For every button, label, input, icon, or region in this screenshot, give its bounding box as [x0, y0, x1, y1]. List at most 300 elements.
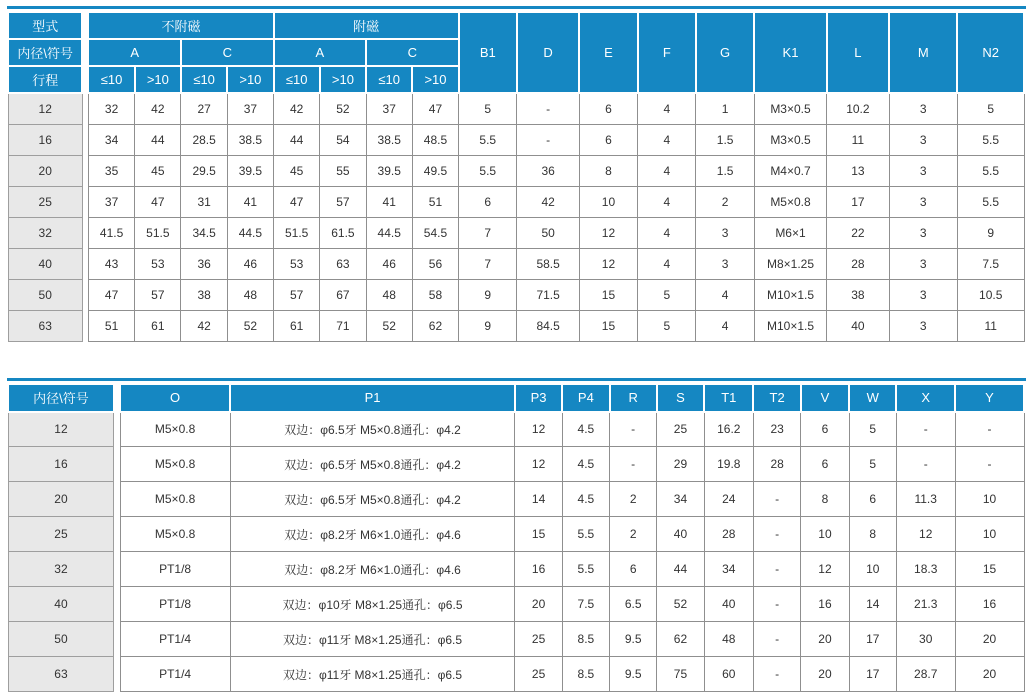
header-col-y: Y: [955, 384, 1024, 412]
data-cell: M5×0.8: [120, 447, 230, 482]
data-cell: 25: [515, 657, 562, 692]
data-cell: 2: [610, 482, 657, 517]
data-cell: 29: [657, 447, 704, 482]
header-col-g: G: [696, 12, 754, 93]
data-cell: 10.2: [827, 93, 889, 124]
data-cell: 27: [181, 93, 227, 124]
header-col-f: F: [638, 12, 696, 93]
data-cell: 4.5: [562, 412, 609, 447]
header-bore-label: 内径\符号: [8, 39, 82, 66]
header-gt10: >10: [227, 66, 273, 93]
data-cell: 4: [638, 124, 696, 155]
data-cell: 42: [517, 186, 579, 217]
data-cell: 40: [704, 587, 753, 622]
data-cell: 12: [515, 447, 562, 482]
data-cell: 17: [849, 657, 896, 692]
table-row: [8, 482, 1024, 517]
data-cell: 37: [88, 186, 134, 217]
data-cell: 48.5: [412, 124, 458, 155]
data-cell: 15: [579, 279, 637, 310]
data-cell: 7.5: [957, 248, 1024, 279]
header-row: [8, 384, 1024, 412]
data-cell: 75: [657, 657, 704, 692]
data-cell: 9: [957, 217, 1024, 248]
data-cell: 51: [412, 186, 458, 217]
data-cell: 48: [704, 622, 753, 657]
data-cell: 61: [274, 310, 320, 341]
data-cell: 8: [801, 482, 849, 517]
data-cell: 6: [579, 124, 637, 155]
data-cell: -: [517, 93, 579, 124]
data-cell: -: [896, 447, 955, 482]
table-row: [8, 447, 1024, 482]
data-cell: 44.5: [227, 217, 273, 248]
header-le10: ≤10: [88, 66, 134, 93]
data-cell: 10: [801, 517, 849, 552]
data-cell: 16.2: [704, 412, 753, 447]
data-cell: 7: [459, 248, 517, 279]
row-bore-label: 25: [8, 517, 114, 552]
table-row: [8, 657, 1024, 692]
data-cell: 双边：φ11牙 M8×1.25通孔：φ6.5: [230, 657, 515, 692]
header-col-a: A: [274, 39, 367, 66]
data-cell: 9: [459, 279, 517, 310]
header-row-type: [8, 12, 1024, 39]
data-cell: 57: [320, 186, 366, 217]
data-cell: 46: [227, 248, 273, 279]
data-cell: 3: [889, 155, 957, 186]
data-cell: -: [955, 447, 1024, 482]
data-cell: 5: [638, 279, 696, 310]
data-cell: 双边：φ11牙 M8×1.25通孔：φ6.5: [230, 622, 515, 657]
data-cell: 41: [227, 186, 273, 217]
data-cell: 30: [896, 622, 955, 657]
data-cell: 21.3: [896, 587, 955, 622]
data-cell: 12: [579, 217, 637, 248]
data-cell: 4.5: [562, 447, 609, 482]
table-row: [8, 186, 1024, 217]
data-cell: 4: [638, 93, 696, 124]
data-cell: 7: [459, 217, 517, 248]
data-cell: 4.5: [562, 482, 609, 517]
data-cell: 5.5: [957, 124, 1024, 155]
row-bore-label: 40: [8, 248, 82, 279]
data-cell: 61: [135, 310, 181, 341]
data-cell: 3: [889, 279, 957, 310]
data-cell: PT1/4: [120, 622, 230, 657]
data-cell: 47: [412, 93, 458, 124]
header-col-v: V: [801, 384, 849, 412]
data-cell: 62: [412, 310, 458, 341]
data-cell: 5.5: [957, 186, 1024, 217]
data-cell: -: [753, 552, 800, 587]
data-cell: 11: [957, 310, 1024, 341]
data-cell: M5×0.8: [754, 186, 826, 217]
header-le10: ≤10: [181, 66, 227, 93]
data-cell: 42: [181, 310, 227, 341]
data-cell: 5: [638, 310, 696, 341]
data-cell: 3: [889, 217, 957, 248]
header-col-a: A: [88, 39, 181, 66]
data-cell: 34.5: [181, 217, 227, 248]
data-cell: 3: [696, 248, 754, 279]
data-cell: 9.5: [610, 622, 657, 657]
data-cell: 8: [579, 155, 637, 186]
table2-top-rule: [7, 378, 1026, 381]
row-bore-label: 50: [8, 279, 82, 310]
data-cell: 双边：φ8.2牙 M6×1.0通孔：φ4.6: [230, 552, 515, 587]
data-cell: 28: [753, 447, 800, 482]
header-col-l: L: [827, 12, 889, 93]
data-cell: 5.5: [562, 552, 609, 587]
row-bore-label: 63: [8, 657, 114, 692]
header-col-b1: B1: [459, 12, 517, 93]
data-cell: 20: [515, 587, 562, 622]
data-cell: 7.5: [562, 587, 609, 622]
data-cell: 12: [896, 517, 955, 552]
data-cell: 84.5: [517, 310, 579, 341]
data-cell: M4×0.7: [754, 155, 826, 186]
data-cell: 53: [135, 248, 181, 279]
data-cell: 15: [515, 517, 562, 552]
data-cell: 38.5: [366, 124, 412, 155]
row-bore-label: 16: [8, 447, 114, 482]
data-cell: 16: [515, 552, 562, 587]
data-cell: M5×0.8: [120, 412, 230, 447]
data-cell: PT1/8: [120, 587, 230, 622]
header-col-t2: T2: [753, 384, 800, 412]
table-row: [8, 310, 1024, 341]
data-cell: 8.5: [562, 657, 609, 692]
data-cell: 6: [849, 482, 896, 517]
dimension-table-2: [7, 383, 1025, 693]
data-cell: 44: [657, 552, 704, 587]
data-cell: 58: [412, 279, 458, 310]
header-col-p4: P4: [562, 384, 609, 412]
data-cell: 10: [955, 517, 1024, 552]
data-cell: -: [955, 412, 1024, 447]
data-cell: 15: [955, 552, 1024, 587]
data-cell: 54: [320, 124, 366, 155]
header-col-p3: P3: [515, 384, 562, 412]
table-row: [8, 552, 1024, 587]
data-cell: 25: [515, 622, 562, 657]
table-row: [8, 622, 1024, 657]
data-cell: M8×1.25: [754, 248, 826, 279]
header-col-p1: P1: [230, 384, 515, 412]
data-cell: 50: [517, 217, 579, 248]
data-cell: 10: [579, 186, 637, 217]
data-cell: 46: [366, 248, 412, 279]
data-cell: 6: [579, 93, 637, 124]
data-cell: 12: [579, 248, 637, 279]
data-cell: 9.5: [610, 657, 657, 692]
data-cell: -: [517, 124, 579, 155]
row-bore-label: 20: [8, 482, 114, 517]
data-cell: 39.5: [366, 155, 412, 186]
data-cell: 22: [827, 217, 889, 248]
header-gt10: >10: [412, 66, 458, 93]
data-cell: 42: [274, 93, 320, 124]
data-cell: 28.5: [181, 124, 227, 155]
data-cell: 45: [135, 155, 181, 186]
data-cell: PT1/8: [120, 552, 230, 587]
data-cell: 52: [657, 587, 704, 622]
table-gap: [7, 342, 1026, 378]
data-cell: 55: [320, 155, 366, 186]
data-cell: -: [896, 412, 955, 447]
header-col-e: E: [579, 12, 637, 93]
header-col-t1: T1: [704, 384, 753, 412]
table-row: [8, 517, 1024, 552]
row-bore-label: 32: [8, 217, 82, 248]
data-cell: -: [753, 482, 800, 517]
data-cell: 52: [227, 310, 273, 341]
data-cell: 双边：φ6.5牙 M5×0.8通孔：φ4.2: [230, 447, 515, 482]
data-cell: 44: [274, 124, 320, 155]
data-cell: -: [753, 622, 800, 657]
header-col-o: O: [120, 384, 230, 412]
row-bore-label: 50: [8, 622, 114, 657]
header-col-c: C: [181, 39, 274, 66]
data-cell: 42: [135, 93, 181, 124]
data-cell: 40: [657, 517, 704, 552]
data-cell: 14: [515, 482, 562, 517]
row-bore-label: 12: [8, 412, 114, 447]
table-row: [8, 412, 1024, 447]
data-cell: 44: [135, 124, 181, 155]
data-cell: 31: [181, 186, 227, 217]
table1-top-rule: [7, 6, 1026, 9]
header-gt10: >10: [135, 66, 181, 93]
header-col-k1: K1: [754, 12, 826, 93]
data-cell: M5×0.8: [120, 482, 230, 517]
row-bore-label: 25: [8, 186, 82, 217]
header-gt10: >10: [320, 66, 366, 93]
data-cell: 57: [274, 279, 320, 310]
data-cell: 3: [889, 248, 957, 279]
data-cell: 63: [320, 248, 366, 279]
data-cell: 6: [610, 552, 657, 587]
row-bore-label: 63: [8, 310, 82, 341]
data-cell: 60: [704, 657, 753, 692]
data-cell: 6.5: [610, 587, 657, 622]
header-col-w: W: [849, 384, 896, 412]
data-cell: 11: [827, 124, 889, 155]
data-cell: 28.7: [896, 657, 955, 692]
data-cell: 1: [696, 93, 754, 124]
data-cell: 8.5: [562, 622, 609, 657]
data-cell: 20: [955, 657, 1024, 692]
data-cell: 双边：φ6.5牙 M5×0.8通孔：φ4.2: [230, 482, 515, 517]
data-cell: 52: [366, 310, 412, 341]
table-row: [8, 93, 1024, 124]
data-cell: 13: [827, 155, 889, 186]
data-cell: 5: [849, 447, 896, 482]
data-cell: 17: [849, 622, 896, 657]
data-cell: M6×1: [754, 217, 826, 248]
data-cell: 5: [957, 93, 1024, 124]
data-cell: 40: [827, 310, 889, 341]
row-bore-label: 20: [8, 155, 82, 186]
data-cell: -: [610, 412, 657, 447]
data-cell: 47: [88, 279, 134, 310]
data-cell: 4: [638, 186, 696, 217]
data-cell: 6: [801, 412, 849, 447]
data-cell: 41: [366, 186, 412, 217]
header-col-n2: N2: [957, 12, 1024, 93]
data-cell: 49.5: [412, 155, 458, 186]
data-cell: 24: [704, 482, 753, 517]
data-cell: 41.5: [88, 217, 134, 248]
data-cell: 6: [801, 447, 849, 482]
data-cell: -: [753, 517, 800, 552]
data-cell: 双边：φ10牙 M8×1.25通孔：φ6.5: [230, 587, 515, 622]
header-col-r: R: [610, 384, 657, 412]
table-row: [8, 587, 1024, 622]
header-le10: ≤10: [274, 66, 320, 93]
data-cell: 52: [320, 93, 366, 124]
data-cell: M10×1.5: [754, 310, 826, 341]
data-cell: 16: [955, 587, 1024, 622]
table-row: [8, 217, 1024, 248]
data-cell: 15: [579, 310, 637, 341]
data-cell: 48: [366, 279, 412, 310]
data-cell: 36: [517, 155, 579, 186]
data-cell: 36: [181, 248, 227, 279]
data-cell: 19.8: [704, 447, 753, 482]
data-cell: 5: [459, 93, 517, 124]
data-cell: 10.5: [957, 279, 1024, 310]
data-cell: 双边：φ8.2牙 M6×1.0通孔：φ4.6: [230, 517, 515, 552]
data-cell: 10: [955, 482, 1024, 517]
data-cell: 5.5: [562, 517, 609, 552]
data-cell: 38: [181, 279, 227, 310]
data-cell: 1.5: [696, 124, 754, 155]
row-bore-label: 16: [8, 124, 82, 155]
data-cell: 4: [638, 248, 696, 279]
table-row: [8, 155, 1024, 186]
data-cell: 4: [696, 279, 754, 310]
row-bore-label: 40: [8, 587, 114, 622]
header-col-s: S: [657, 384, 704, 412]
data-cell: 1.5: [696, 155, 754, 186]
data-cell: M10×1.5: [754, 279, 826, 310]
data-cell: 3: [889, 93, 957, 124]
dimension-table-1: [7, 11, 1025, 342]
table-row: [8, 279, 1024, 310]
data-cell: 61.5: [320, 217, 366, 248]
data-cell: 47: [274, 186, 320, 217]
data-cell: 10: [849, 552, 896, 587]
data-cell: 20: [801, 622, 849, 657]
row-bore-label: 12: [8, 93, 82, 124]
data-cell: 34: [88, 124, 134, 155]
table-row: [8, 248, 1024, 279]
header-no-magnet: 不附磁: [88, 12, 273, 39]
data-cell: 2: [696, 186, 754, 217]
header-col-d: D: [517, 12, 579, 93]
data-cell: 3: [696, 217, 754, 248]
data-cell: 51.5: [135, 217, 181, 248]
header-col-m: M: [889, 12, 957, 93]
data-cell: 67: [320, 279, 366, 310]
data-cell: 28: [827, 248, 889, 279]
data-cell: 44.5: [366, 217, 412, 248]
data-cell: 16: [801, 587, 849, 622]
data-cell: 3: [889, 310, 957, 341]
data-cell: 35: [88, 155, 134, 186]
data-cell: 5.5: [459, 124, 517, 155]
data-cell: 58.5: [517, 248, 579, 279]
data-cell: -: [753, 587, 800, 622]
data-cell: 5.5: [459, 155, 517, 186]
data-cell: -: [753, 657, 800, 692]
data-cell: 28: [704, 517, 753, 552]
data-cell: M3×0.5: [754, 93, 826, 124]
data-cell: 71.5: [517, 279, 579, 310]
data-cell: 45: [274, 155, 320, 186]
data-cell: 5.5: [957, 155, 1024, 186]
data-cell: 29.5: [181, 155, 227, 186]
data-cell: 53: [274, 248, 320, 279]
data-cell: 62: [657, 622, 704, 657]
data-cell: 56: [412, 248, 458, 279]
data-cell: 54.5: [412, 217, 458, 248]
header-magnet: 附磁: [274, 12, 459, 39]
data-cell: 双边：φ6.5牙 M5×0.8通孔：φ4.2: [230, 412, 515, 447]
data-cell: 34: [657, 482, 704, 517]
data-cell: 8: [849, 517, 896, 552]
data-cell: 51: [88, 310, 134, 341]
data-cell: 38: [827, 279, 889, 310]
data-cell: 47: [135, 186, 181, 217]
row-bore-label: 32: [8, 552, 114, 587]
data-cell: 37: [366, 93, 412, 124]
data-cell: 57: [135, 279, 181, 310]
data-cell: 39.5: [227, 155, 273, 186]
header-col-c: C: [366, 39, 459, 66]
data-cell: 51.5: [274, 217, 320, 248]
data-cell: 6: [459, 186, 517, 217]
data-cell: 20: [955, 622, 1024, 657]
data-cell: 9: [459, 310, 517, 341]
data-cell: 43: [88, 248, 134, 279]
data-cell: 12: [801, 552, 849, 587]
data-cell: 4: [638, 217, 696, 248]
data-cell: PT1/4: [120, 657, 230, 692]
data-cell: 20: [801, 657, 849, 692]
data-cell: 12: [515, 412, 562, 447]
data-cell: 37: [227, 93, 273, 124]
data-cell: 11.3: [896, 482, 955, 517]
data-cell: 48: [227, 279, 273, 310]
data-cell: 3: [889, 124, 957, 155]
data-cell: M3×0.5: [754, 124, 826, 155]
data-cell: M5×0.8: [120, 517, 230, 552]
header-le10: ≤10: [366, 66, 412, 93]
header-stroke-label: 行程: [8, 66, 82, 93]
data-cell: 3: [889, 186, 957, 217]
data-cell: 4: [696, 310, 754, 341]
data-cell: 18.3: [896, 552, 955, 587]
data-cell: 5: [849, 412, 896, 447]
data-cell: 38.5: [227, 124, 273, 155]
data-cell: -: [610, 447, 657, 482]
data-cell: 71: [320, 310, 366, 341]
data-cell: 32: [88, 93, 134, 124]
table-row: [8, 124, 1024, 155]
